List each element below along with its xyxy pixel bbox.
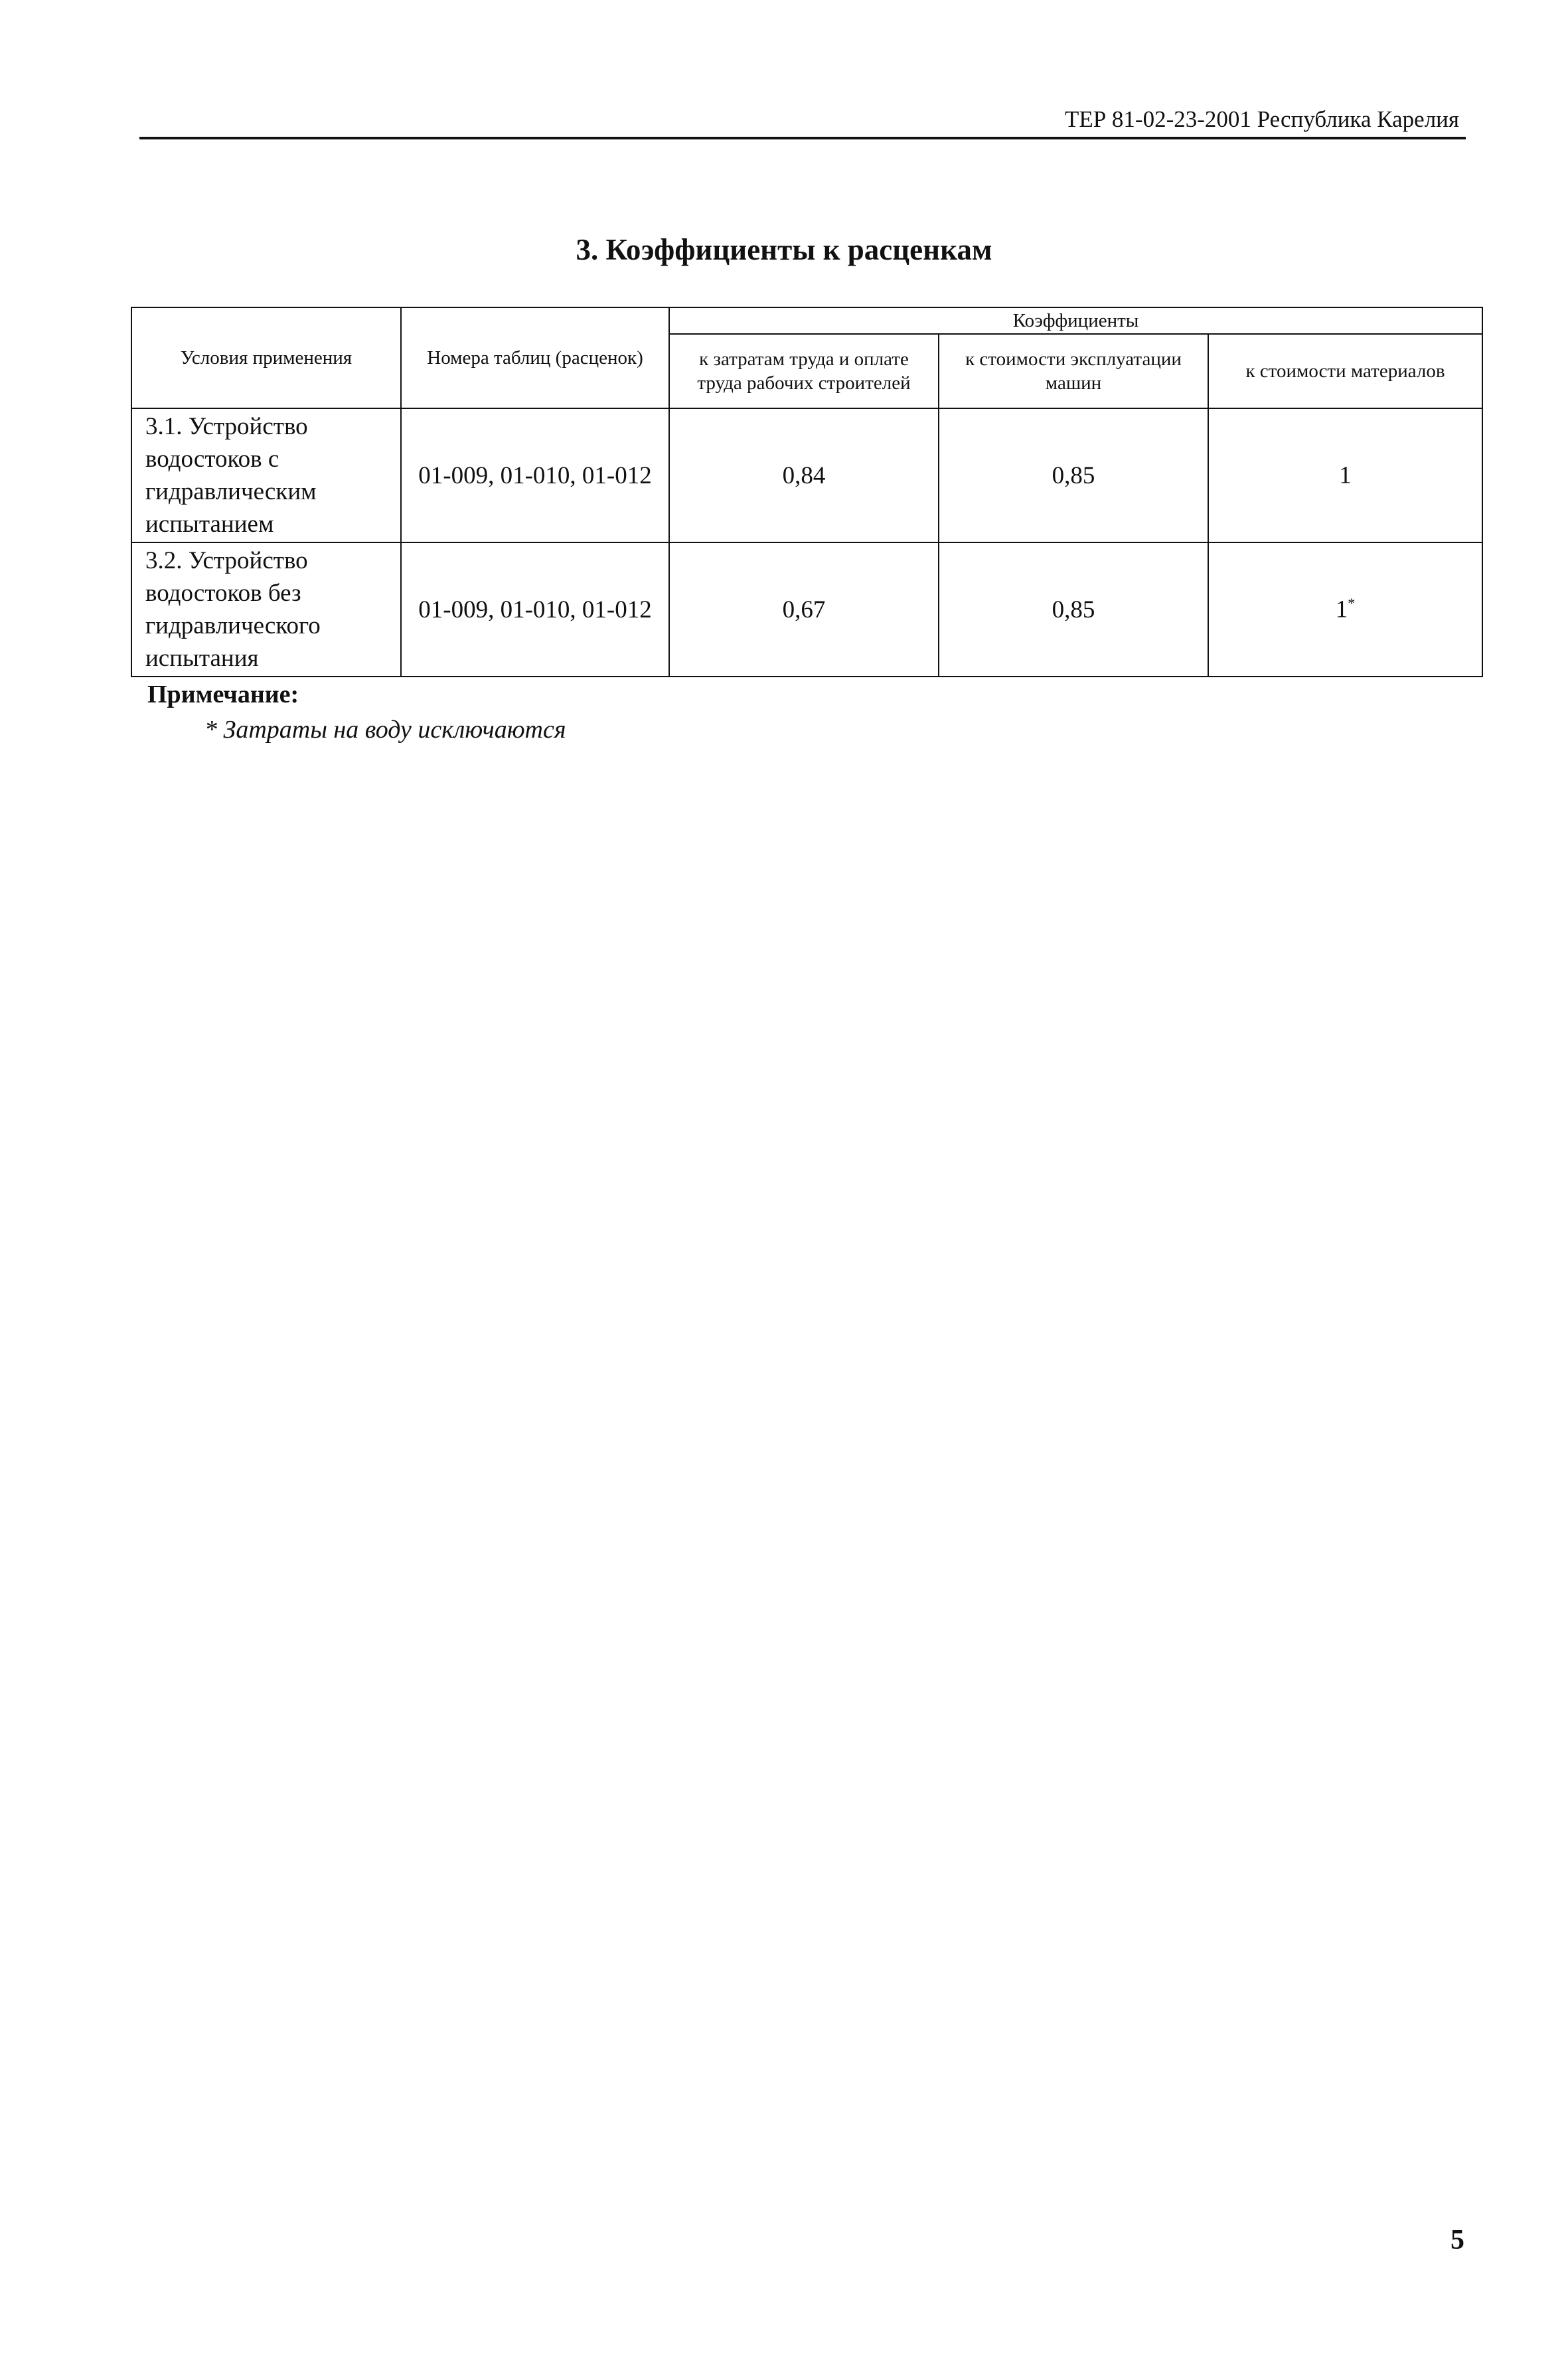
header-labor: к затратам труда и оплате труда рабочих строителей [669, 334, 939, 408]
coefficients-table [131, 307, 1483, 677]
note-text: * Затраты на воду исключаются [204, 716, 566, 744]
page-header [139, 100, 1466, 139]
materials-value: 1 [1339, 461, 1352, 489]
header-conditions: Условия применения [131, 307, 401, 408]
cell-labor: 0,67 [669, 542, 939, 677]
cell-table-numbers: 01-009, 01-010, 01-012 [401, 408, 669, 542]
cell-labor: 0,84 [669, 408, 939, 542]
cell-materials [1208, 542, 1482, 677]
table-row [131, 542, 1482, 677]
note-title: Примечание: [147, 681, 299, 708]
header-table-numbers: Номера таблиц (расценок) [401, 307, 669, 408]
header-machines: к стоимости эксплуатации машин [939, 334, 1208, 408]
cell-table-numbers: 01-009, 01-010, 01-012 [401, 542, 669, 677]
header-coefficients-group: Коэффициенты [669, 307, 1482, 334]
cell-condition: 3.1. Устройство водостоков с гидравлическим испытанием [131, 408, 401, 542]
document-code: ТЕР 81-02-23-2001 Республика Карелия [1064, 106, 1459, 132]
footnote-mark: * [1348, 595, 1356, 612]
section-title: 3. Коэффициенты к расценкам [576, 233, 992, 266]
materials-value: 1 [1335, 596, 1348, 623]
page-number: 5 [1450, 2225, 1464, 2255]
cell-condition: 3.2. Устройство водостоков без гидравлического испытания [131, 542, 401, 677]
table-row [131, 408, 1482, 542]
cell-machines: 0,85 [939, 542, 1208, 677]
header-materials: к стоимости материалов [1208, 334, 1482, 408]
cell-machines: 0,85 [939, 408, 1208, 542]
cell-materials [1208, 408, 1482, 542]
